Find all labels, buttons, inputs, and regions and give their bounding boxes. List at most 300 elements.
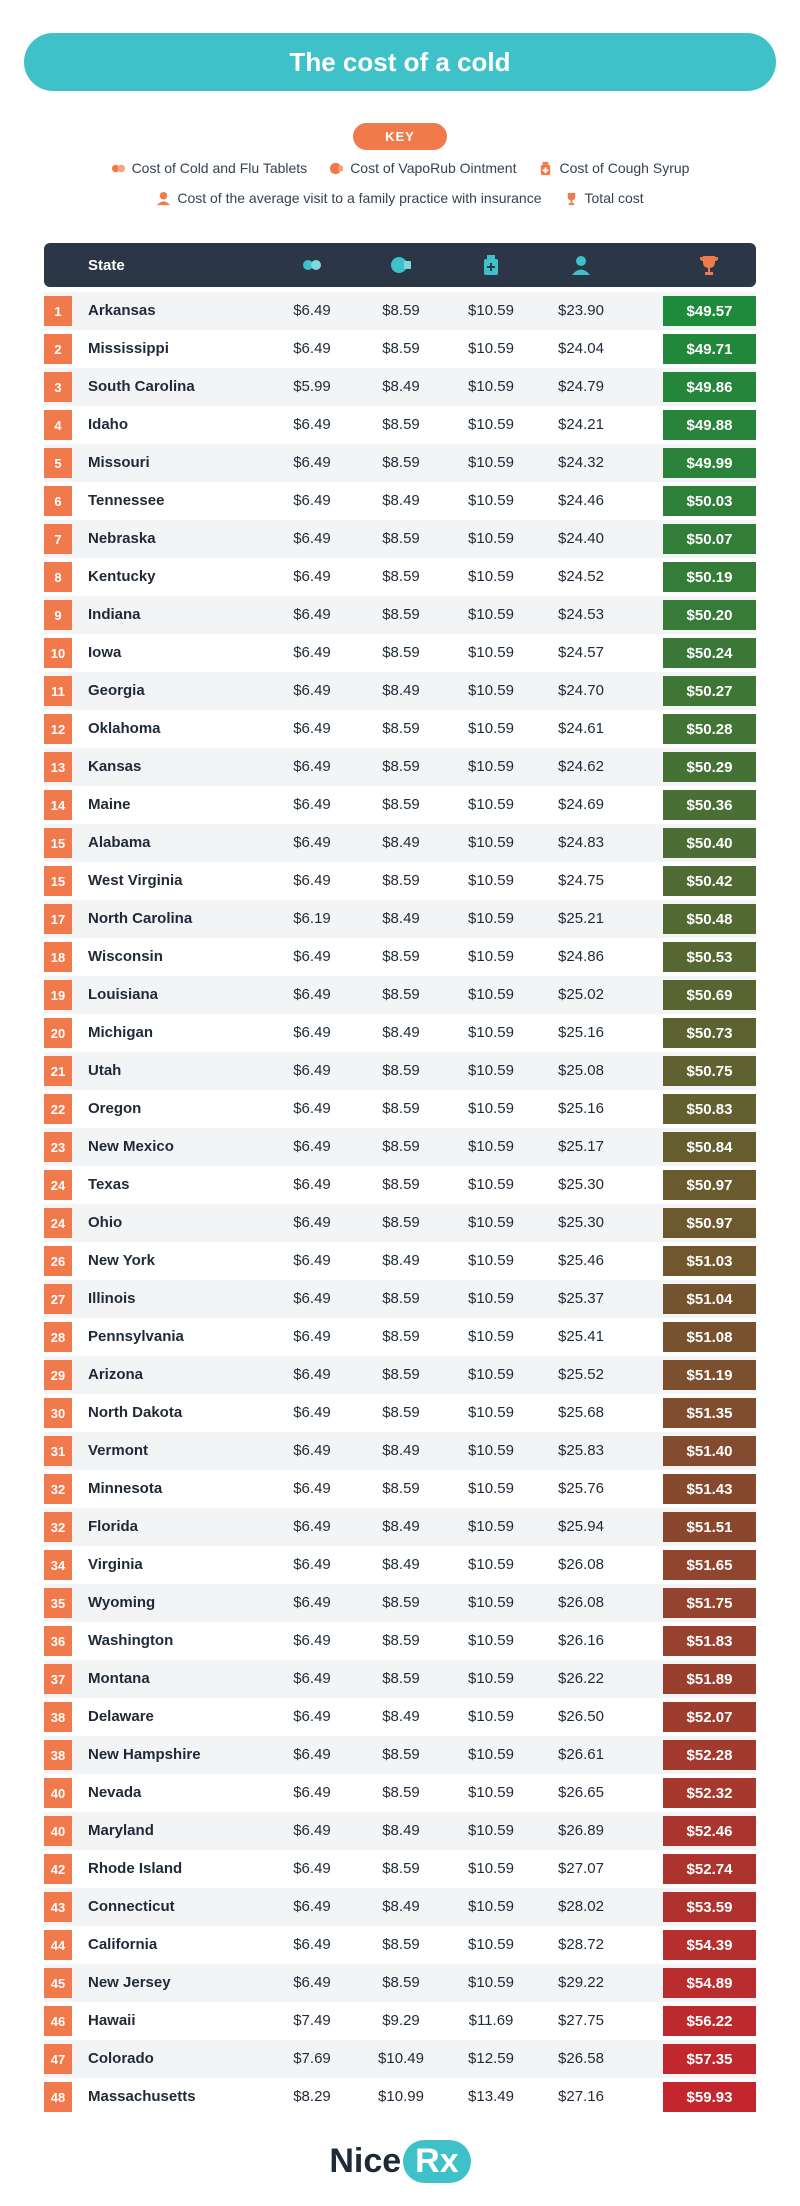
- cell-tablets: $6.49: [293, 1176, 331, 1193]
- cell-visit: $24.86: [558, 948, 604, 965]
- page-title: The cost of a cold: [289, 46, 511, 77]
- total-cost-cell: $49.88: [663, 410, 756, 440]
- syrup-icon: [480, 254, 502, 276]
- table-row: [44, 596, 756, 634]
- total-cost-cell: $57.35: [663, 2044, 756, 2074]
- cell-vaporub: $8.49: [382, 910, 420, 927]
- cell-visit: $25.37: [558, 1290, 604, 1307]
- cell-visit: $23.90: [558, 302, 604, 319]
- total-cost-cell: $51.40: [663, 1436, 756, 1466]
- rank-badge: 36: [44, 1626, 72, 1656]
- cell-vaporub: $8.59: [382, 302, 420, 319]
- state-name: Texas: [88, 1176, 130, 1193]
- key-label-text: KEY: [385, 129, 415, 144]
- state-name: Ohio: [88, 1214, 123, 1231]
- table-row: [44, 862, 756, 900]
- cell-syrup: $10.59: [468, 1176, 514, 1193]
- total-cost-cell: $50.20: [663, 600, 756, 630]
- cell-vaporub: $8.59: [382, 872, 420, 889]
- cell-syrup: $10.59: [468, 948, 514, 965]
- state-column-header: State: [88, 257, 125, 274]
- cell-visit: $25.41: [558, 1328, 604, 1345]
- total-cost-cell: $49.99: [663, 448, 756, 478]
- cell-tablets: $6.49: [293, 720, 331, 737]
- cell-vaporub: $8.59: [382, 986, 420, 1003]
- cell-syrup: $10.59: [468, 530, 514, 547]
- cell-syrup: $10.59: [468, 1062, 514, 1079]
- cell-syrup: $10.59: [468, 1974, 514, 1991]
- total-cost-cell: $49.71: [663, 334, 756, 364]
- state-name: Michigan: [88, 1024, 154, 1041]
- legend-label-doctor: Cost of the average visit to a family practice with insurance: [177, 190, 542, 206]
- cell-syrup: $10.59: [468, 492, 514, 509]
- cell-tablets: $6.49: [293, 948, 331, 965]
- cell-tablets: $6.49: [293, 1670, 331, 1687]
- legend-item-doctor: [156, 190, 541, 206]
- table-row: [44, 1736, 756, 1774]
- cell-tablets: $5.99: [293, 378, 331, 395]
- legend-item-ointment: [329, 160, 516, 176]
- cell-tablets: $6.49: [293, 1366, 331, 1383]
- state-name: Oklahoma: [88, 720, 161, 737]
- legend-item-syrup: [538, 160, 689, 176]
- rank-badge: 3: [44, 372, 72, 402]
- table-row: [44, 748, 756, 786]
- cell-tablets: $6.49: [293, 1936, 331, 1953]
- cell-vaporub: $8.59: [382, 454, 420, 471]
- cell-syrup: $10.59: [468, 796, 514, 813]
- total-cost-cell: $52.07: [663, 1702, 756, 1732]
- state-name: Maryland: [88, 1822, 154, 1839]
- cell-vaporub: $8.59: [382, 1594, 420, 1611]
- state-name: Florida: [88, 1518, 139, 1535]
- table-body: [44, 292, 756, 2116]
- total-cost-cell: $51.89: [663, 1664, 756, 1694]
- cell-vaporub: $8.49: [382, 1556, 420, 1573]
- cell-tablets: $6.49: [293, 1974, 331, 1991]
- cell-vaporub: $8.59: [382, 1328, 420, 1345]
- cell-visit: $25.30: [558, 1176, 604, 1193]
- cell-visit: $24.57: [558, 644, 604, 661]
- cell-syrup: $10.59: [468, 454, 514, 471]
- cell-vaporub: $8.59: [382, 1480, 420, 1497]
- cell-tablets: $6.49: [293, 872, 331, 889]
- cell-vaporub: $8.59: [382, 1138, 420, 1155]
- cell-visit: $24.83: [558, 834, 604, 851]
- cell-tablets: $6.49: [293, 1632, 331, 1649]
- cell-syrup: $10.59: [468, 1442, 514, 1459]
- cell-tablets: $7.69: [293, 2050, 331, 2067]
- rank-badge: 23: [44, 1132, 72, 1162]
- legend-item-trophy: [564, 190, 644, 206]
- rank-badge: 1: [44, 296, 72, 326]
- total-cost-cell: $51.19: [663, 1360, 756, 1390]
- rank-badge: 12: [44, 714, 72, 744]
- cell-vaporub: $8.59: [382, 606, 420, 623]
- cell-visit: $25.52: [558, 1366, 604, 1383]
- cell-vaporub: $8.59: [382, 530, 420, 547]
- cell-syrup: $10.59: [468, 1632, 514, 1649]
- rank-badge: 18: [44, 942, 72, 972]
- legend-row-1: [0, 160, 800, 176]
- total-cost-cell: $50.69: [663, 980, 756, 1010]
- cell-visit: $26.08: [558, 1556, 604, 1573]
- cell-tablets: $6.49: [293, 1898, 331, 1915]
- rank-badge: 40: [44, 1816, 72, 1846]
- total-cost-cell: $50.42: [663, 866, 756, 896]
- rank-badge: 42: [44, 1854, 72, 1884]
- state-name: Delaware: [88, 1708, 154, 1725]
- total-cost-cell: $51.43: [663, 1474, 756, 1504]
- rank-badge: 40: [44, 1778, 72, 1808]
- tablets-icon: [111, 161, 126, 176]
- table-row: [44, 1584, 756, 1622]
- state-name: Connecticut: [88, 1898, 175, 1915]
- rank-badge: 10: [44, 638, 72, 668]
- state-name: Wyoming: [88, 1594, 156, 1611]
- total-cost-cell: $51.08: [663, 1322, 756, 1352]
- table-row: [44, 1888, 756, 1926]
- state-name: Arkansas: [88, 302, 156, 319]
- cell-syrup: $10.59: [468, 1746, 514, 1763]
- cell-visit: $25.94: [558, 1518, 604, 1535]
- cell-syrup: $10.59: [468, 1556, 514, 1573]
- cell-visit: $24.04: [558, 340, 604, 357]
- rank-badge: 38: [44, 1740, 72, 1770]
- cell-syrup: $10.59: [468, 378, 514, 395]
- cell-syrup: $10.59: [468, 340, 514, 357]
- cell-syrup: $10.59: [468, 302, 514, 319]
- cell-tablets: $6.49: [293, 606, 331, 623]
- syrup-icon: [538, 161, 553, 176]
- table-row: [44, 520, 756, 558]
- cell-tablets: $6.49: [293, 1746, 331, 1763]
- cell-vaporub: $8.59: [382, 568, 420, 585]
- cell-visit: $25.76: [558, 1480, 604, 1497]
- table-row: [44, 1850, 756, 1888]
- cell-tablets: $6.49: [293, 1594, 331, 1611]
- ointment-icon: [390, 254, 412, 276]
- cell-vaporub: $8.49: [382, 492, 420, 509]
- rank-badge: 46: [44, 2006, 72, 2036]
- trophy-icon: [698, 254, 720, 276]
- rank-badge: 26: [44, 1246, 72, 1276]
- state-name: Kansas: [88, 758, 142, 775]
- cell-visit: $26.58: [558, 2050, 604, 2067]
- cell-visit: $27.16: [558, 2088, 604, 2105]
- state-name: Georgia: [88, 682, 145, 699]
- cell-tablets: $6.49: [293, 1442, 331, 1459]
- rank-badge: 7: [44, 524, 72, 554]
- cell-vaporub: $8.59: [382, 1100, 420, 1117]
- cell-syrup: $10.59: [468, 1404, 514, 1421]
- legend-label-ointment: Cost of VapoRub Ointment: [350, 160, 517, 176]
- cell-visit: $27.07: [558, 1860, 604, 1877]
- cell-vaporub: $8.49: [382, 682, 420, 699]
- cell-visit: $26.16: [558, 1632, 604, 1649]
- state-name: New York: [88, 1252, 155, 1269]
- state-name: New Hampshire: [88, 1746, 201, 1763]
- cell-vaporub: $8.59: [382, 758, 420, 775]
- total-cost-cell: $51.83: [663, 1626, 756, 1656]
- cell-tablets: $6.49: [293, 1822, 331, 1839]
- table-row: [44, 1622, 756, 1660]
- cell-vaporub: $8.49: [382, 1252, 420, 1269]
- total-cost-cell: $54.89: [663, 1968, 756, 1998]
- cell-tablets: $6.49: [293, 1708, 331, 1725]
- cell-vaporub: $8.49: [382, 1708, 420, 1725]
- cell-visit: $28.02: [558, 1898, 604, 1915]
- cell-syrup: $10.59: [468, 1518, 514, 1535]
- cell-syrup: $10.59: [468, 910, 514, 927]
- state-name: Nevada: [88, 1784, 142, 1801]
- cell-visit: $26.22: [558, 1670, 604, 1687]
- rank-badge: 20: [44, 1018, 72, 1048]
- cell-syrup: $10.59: [468, 1366, 514, 1383]
- cell-visit: $28.72: [558, 1936, 604, 1953]
- total-cost-cell: $50.48: [663, 904, 756, 934]
- cell-visit: $24.75: [558, 872, 604, 889]
- state-name: Utah: [88, 1062, 122, 1079]
- cell-tablets: $6.49: [293, 1024, 331, 1041]
- cell-tablets: $6.49: [293, 1328, 331, 1345]
- cell-visit: $25.46: [558, 1252, 604, 1269]
- cell-visit: $26.65: [558, 1784, 604, 1801]
- ointment-icon: [329, 161, 344, 176]
- rank-badge: 21: [44, 1056, 72, 1086]
- total-cost-cell: $50.24: [663, 638, 756, 668]
- rank-badge: 30: [44, 1398, 72, 1428]
- cell-visit: $24.32: [558, 454, 604, 471]
- cell-syrup: $10.59: [468, 1100, 514, 1117]
- total-cost-cell: $50.40: [663, 828, 756, 858]
- state-name: West Virginia: [88, 872, 183, 889]
- cell-syrup: $10.59: [468, 1480, 514, 1497]
- state-name: Kentucky: [88, 568, 156, 585]
- cell-vaporub: $8.59: [382, 1404, 420, 1421]
- rank-badge: 38: [44, 1702, 72, 1732]
- cell-visit: $25.83: [558, 1442, 604, 1459]
- total-cost-cell: $53.59: [663, 1892, 756, 1922]
- cell-syrup: $10.59: [468, 1328, 514, 1345]
- cell-vaporub: $8.59: [382, 948, 420, 965]
- state-name: New Mexico: [88, 1138, 174, 1155]
- total-cost-cell: $49.57: [663, 296, 756, 326]
- cell-vaporub: $8.59: [382, 720, 420, 737]
- cell-vaporub: $10.99: [378, 2088, 424, 2105]
- table-row: [44, 1660, 756, 1698]
- rank-badge: 22: [44, 1094, 72, 1124]
- logo-text-nice: Nice: [329, 2142, 402, 2180]
- cell-tablets: $6.49: [293, 1062, 331, 1079]
- cell-vaporub: $8.59: [382, 1290, 420, 1307]
- state-name: Wisconsin: [88, 948, 163, 965]
- rank-badge: 5: [44, 448, 72, 478]
- cell-tablets: $6.49: [293, 1404, 331, 1421]
- cell-tablets: $7.49: [293, 2012, 331, 2029]
- cell-tablets: $6.49: [293, 644, 331, 661]
- state-name: Missouri: [88, 454, 150, 471]
- cell-visit: $24.69: [558, 796, 604, 813]
- cell-tablets: $6.49: [293, 492, 331, 509]
- state-name: Rhode Island: [88, 1860, 183, 1877]
- total-cost-cell: $50.36: [663, 790, 756, 820]
- table-row: [44, 1546, 756, 1584]
- rank-badge: 45: [44, 1968, 72, 1998]
- state-name: Maine: [88, 796, 131, 813]
- cell-vaporub: $8.49: [382, 1024, 420, 1041]
- state-name: Alabama: [88, 834, 151, 851]
- rank-badge: 27: [44, 1284, 72, 1314]
- table-row: [44, 1470, 756, 1508]
- cell-tablets: $6.49: [293, 834, 331, 851]
- state-name: Indiana: [88, 606, 141, 623]
- cell-visit: $24.61: [558, 720, 604, 737]
- total-cost-cell: $59.93: [663, 2082, 756, 2112]
- cell-syrup: $10.59: [468, 720, 514, 737]
- table-row: [44, 672, 756, 710]
- rank-badge: 34: [44, 1550, 72, 1580]
- trophy-icon: [564, 191, 579, 206]
- state-name: Nebraska: [88, 530, 156, 547]
- table-row: [44, 558, 756, 596]
- cell-syrup: $10.59: [468, 1822, 514, 1839]
- cell-visit: $24.21: [558, 416, 604, 433]
- cell-visit: $24.46: [558, 492, 604, 509]
- cell-vaporub: $8.59: [382, 1366, 420, 1383]
- cell-vaporub: $8.49: [382, 1898, 420, 1915]
- state-name: Massachusetts: [88, 2088, 196, 2105]
- rank-badge: 8: [44, 562, 72, 592]
- cell-syrup: $10.59: [468, 1670, 514, 1687]
- cell-visit: $26.89: [558, 1822, 604, 1839]
- cell-syrup: $10.59: [468, 834, 514, 851]
- legend-label-total: Total cost: [584, 190, 644, 206]
- total-cost-cell: $50.27: [663, 676, 756, 706]
- cell-visit: $24.52: [558, 568, 604, 585]
- rank-badge: 43: [44, 1892, 72, 1922]
- state-name: Iowa: [88, 644, 122, 661]
- total-cost-cell: $50.97: [663, 1208, 756, 1238]
- rank-badge: 32: [44, 1474, 72, 1504]
- cell-syrup: $10.59: [468, 1708, 514, 1725]
- cell-vaporub: $8.59: [382, 1746, 420, 1763]
- cell-syrup: $10.59: [468, 416, 514, 433]
- table-row: [44, 1204, 756, 1242]
- cell-syrup: $10.59: [468, 1860, 514, 1877]
- table-row: [44, 1242, 756, 1280]
- total-cost-cell: $50.19: [663, 562, 756, 592]
- total-cost-cell: $51.65: [663, 1550, 756, 1580]
- state-name: Minnesota: [88, 1480, 163, 1497]
- cell-tablets: $6.49: [293, 1860, 331, 1877]
- rank-badge: 6: [44, 486, 72, 516]
- title-banner: [24, 33, 776, 91]
- state-name: Mississippi: [88, 340, 169, 357]
- state-name: Virginia: [88, 1556, 143, 1573]
- table-row: [44, 1090, 756, 1128]
- cell-vaporub: $8.59: [382, 1214, 420, 1231]
- table-row: [44, 292, 756, 330]
- cell-tablets: $6.19: [293, 910, 331, 927]
- cell-vaporub: $8.59: [382, 644, 420, 661]
- total-cost-cell: $49.86: [663, 372, 756, 402]
- cell-syrup: $10.59: [468, 606, 514, 623]
- table-row: [44, 368, 756, 406]
- cell-visit: $24.62: [558, 758, 604, 775]
- tablets-icon: [301, 254, 323, 276]
- total-cost-cell: $52.46: [663, 1816, 756, 1846]
- rank-badge: 11: [44, 676, 72, 706]
- total-cost-cell: $51.04: [663, 1284, 756, 1314]
- total-cost-cell: $52.28: [663, 1740, 756, 1770]
- table-row: [44, 824, 756, 862]
- table-row: [44, 482, 756, 520]
- rank-badge: 28: [44, 1322, 72, 1352]
- state-name: South Carolina: [88, 378, 195, 395]
- table-row: [44, 2002, 756, 2040]
- cell-visit: $25.21: [558, 910, 604, 927]
- state-name: Tennessee: [88, 492, 165, 509]
- cell-syrup: $10.59: [468, 986, 514, 1003]
- cell-syrup: $12.59: [468, 2050, 514, 2067]
- table-row: [44, 938, 756, 976]
- doctor-icon: [570, 254, 592, 276]
- cell-tablets: $6.49: [293, 1138, 331, 1155]
- table-row: [44, 330, 756, 368]
- cell-syrup: $10.59: [468, 1898, 514, 1915]
- rank-badge: 19: [44, 980, 72, 1010]
- table-row: [44, 1432, 756, 1470]
- cell-syrup: $10.59: [468, 1214, 514, 1231]
- cell-vaporub: $8.49: [382, 378, 420, 395]
- cell-visit: $27.75: [558, 2012, 604, 2029]
- cell-visit: $25.17: [558, 1138, 604, 1155]
- rank-badge: 35: [44, 1588, 72, 1618]
- cell-syrup: $11.69: [468, 2012, 514, 2029]
- state-name: Arizona: [88, 1366, 144, 1383]
- cell-vaporub: $8.49: [382, 834, 420, 851]
- state-name: New Jersey: [88, 1974, 171, 1991]
- cell-syrup: $10.59: [468, 1784, 514, 1801]
- key-label: [353, 123, 447, 150]
- cell-tablets: $6.49: [293, 454, 331, 471]
- cell-vaporub: $8.59: [382, 1670, 420, 1687]
- cell-visit: $26.08: [558, 1594, 604, 1611]
- cell-visit: $26.61: [558, 1746, 604, 1763]
- table-row: [44, 1508, 756, 1546]
- cell-vaporub: $8.49: [382, 1442, 420, 1459]
- state-name: Colorado: [88, 2050, 154, 2067]
- cell-tablets: $6.49: [293, 1784, 331, 1801]
- rank-badge: 31: [44, 1436, 72, 1466]
- legend-label-syrup: Cost of Cough Syrup: [559, 160, 690, 176]
- cell-visit: $25.68: [558, 1404, 604, 1421]
- cell-tablets: $6.49: [293, 1290, 331, 1307]
- table-row: [44, 1964, 756, 2002]
- rank-badge: 4: [44, 410, 72, 440]
- table-row: [44, 786, 756, 824]
- rank-badge: 48: [44, 2082, 72, 2112]
- cell-tablets: $6.49: [293, 796, 331, 813]
- cell-vaporub: $8.59: [382, 1974, 420, 1991]
- cell-tablets: $6.49: [293, 1252, 331, 1269]
- state-name: Oregon: [88, 1100, 142, 1117]
- total-cost-cell: $50.73: [663, 1018, 756, 1048]
- cell-vaporub: $8.59: [382, 1062, 420, 1079]
- rank-badge: 17: [44, 904, 72, 934]
- table-row: [44, 1774, 756, 1812]
